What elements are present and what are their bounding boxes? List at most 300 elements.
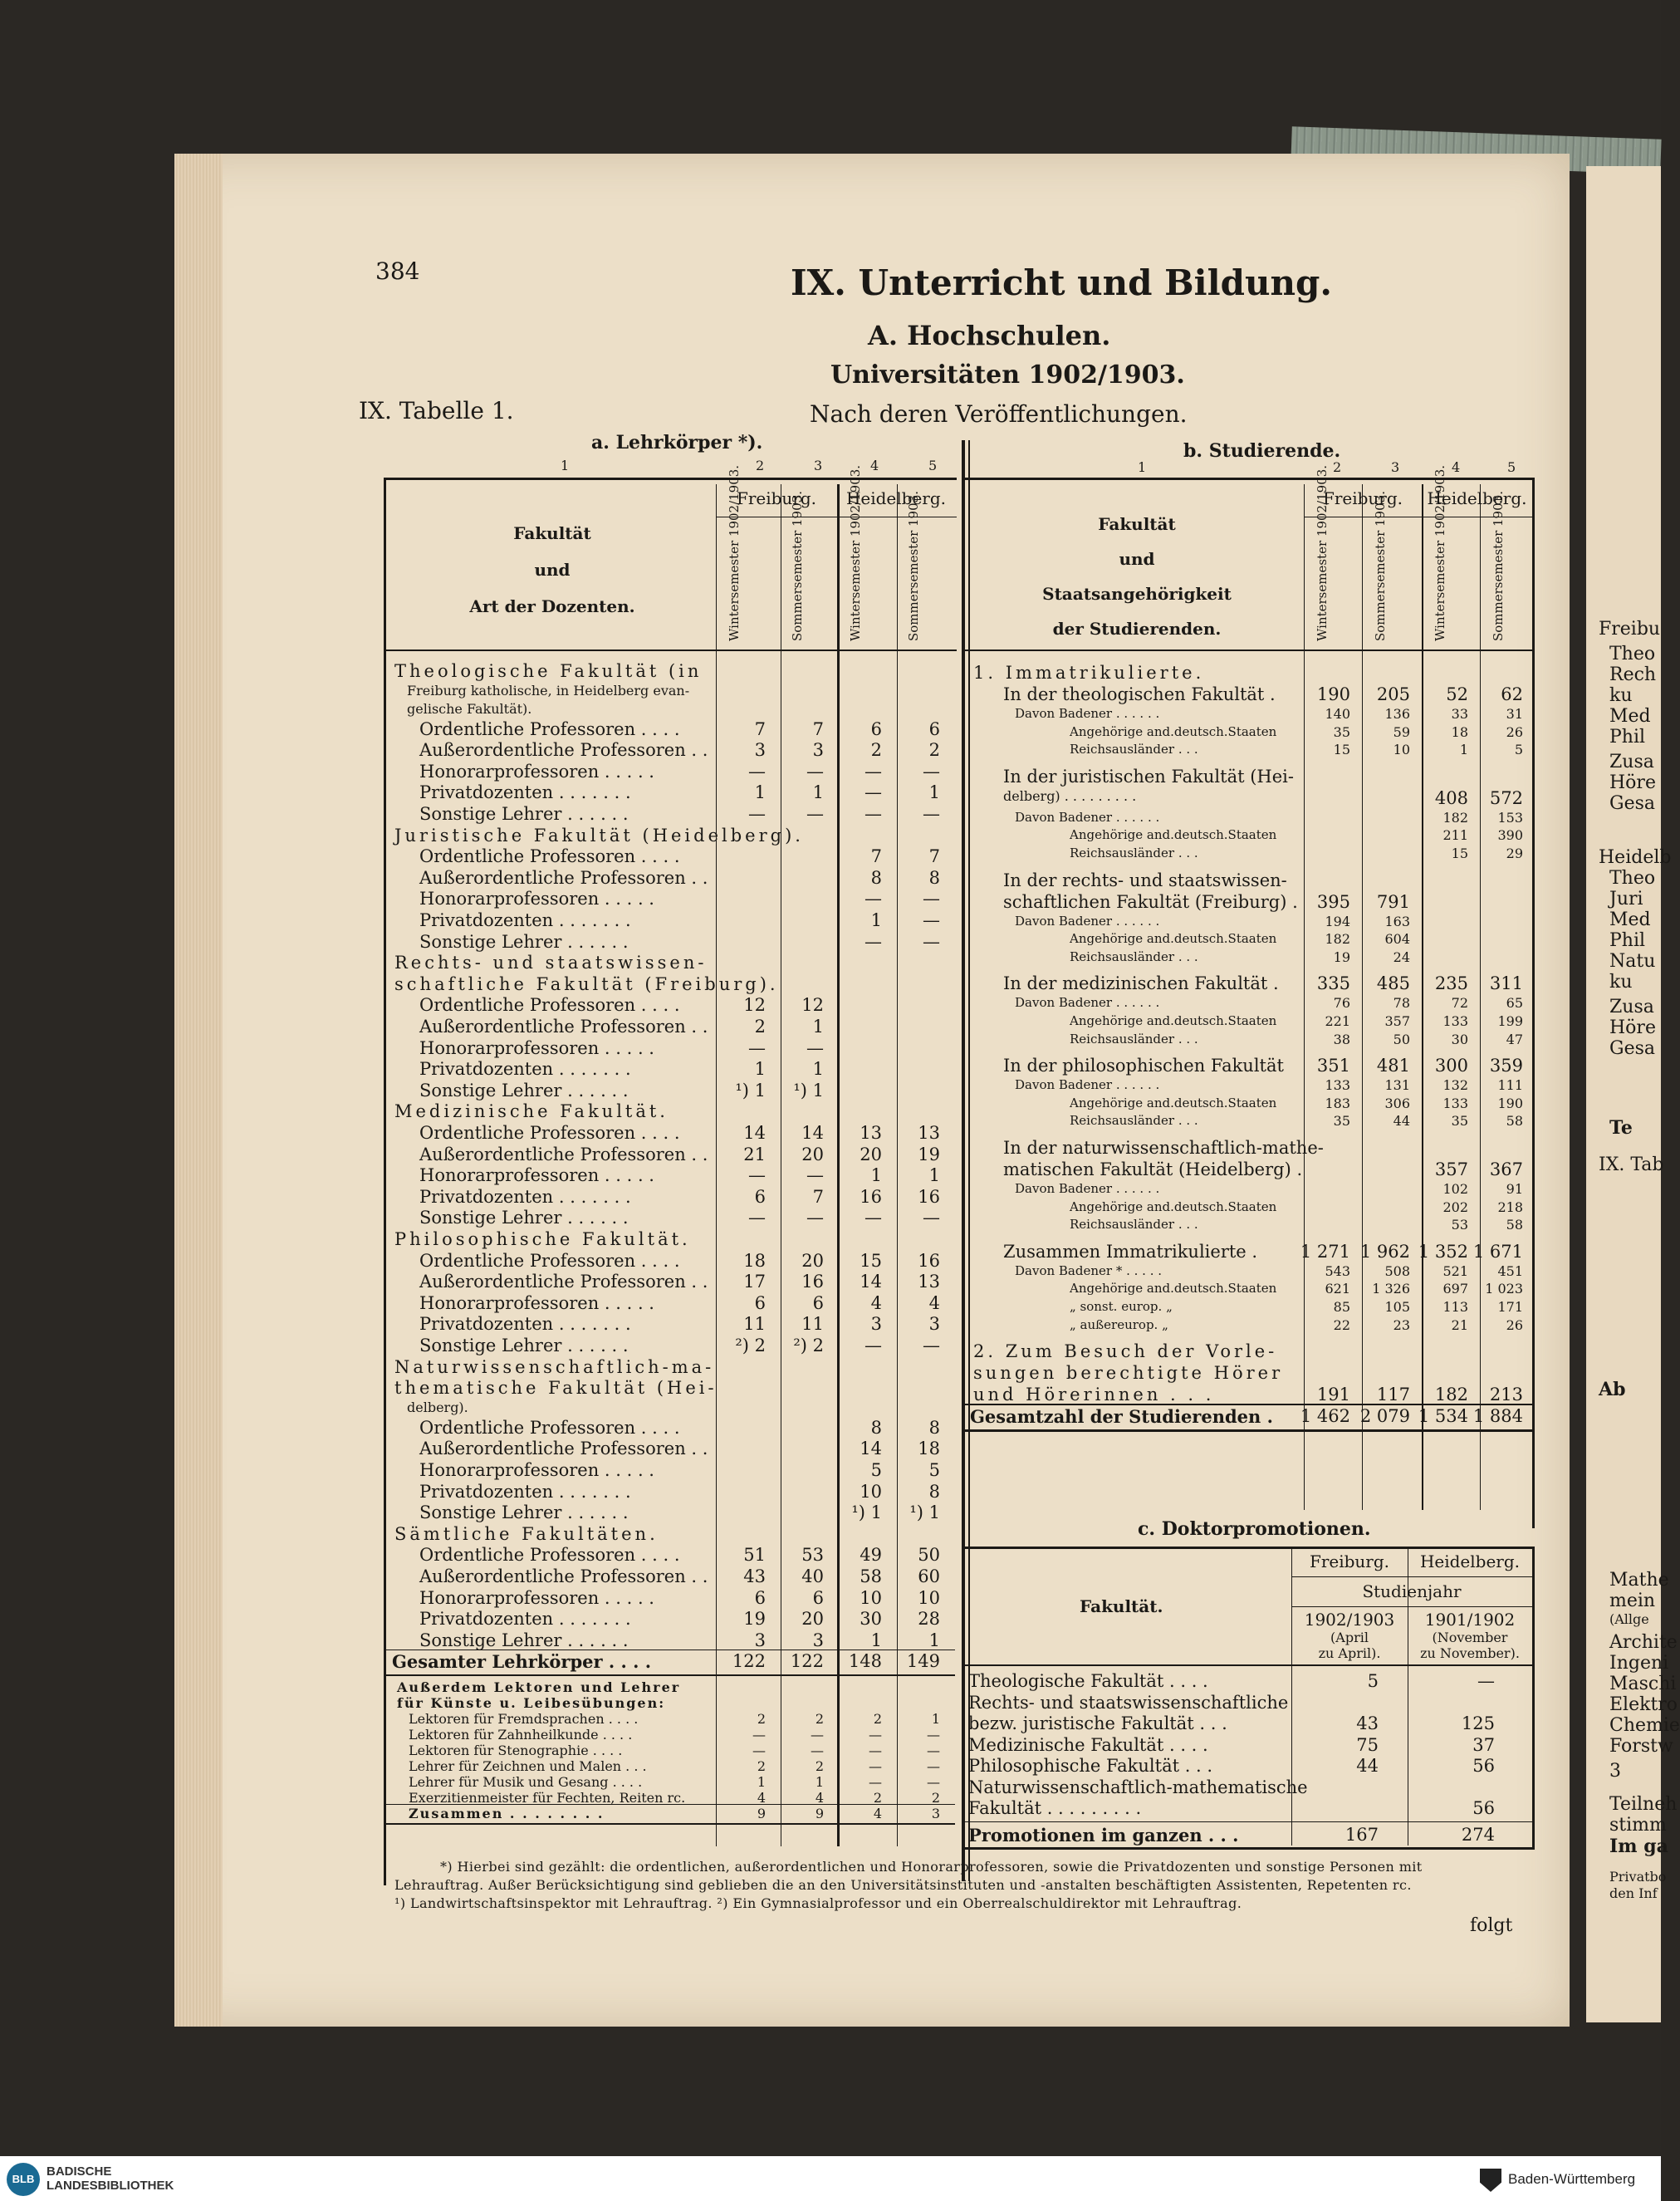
lehrkoerper-value: — (806, 761, 824, 782)
promo-value: 167 (1344, 1824, 1379, 1845)
lehrkoerper-row-label: Ordentliche Professoren . . . . (419, 1250, 680, 1271)
extra-row-label: Außerdem Lektoren und Lehrer (397, 1679, 681, 1695)
semester-label: Wintersemester 1902/1903. (1315, 464, 1330, 641)
rule (384, 478, 957, 480)
lehrkoerper-row-label: Ordentliche Professoren . . . . (419, 1417, 680, 1438)
lehrkoerper-value: 3 (754, 1630, 766, 1650)
studierende-value: 194 (1325, 913, 1350, 929)
studierende-value: 213 (1489, 1385, 1523, 1405)
next-page-fragment: Privatbo (1609, 1869, 1667, 1885)
extra-value: 2 (757, 1711, 766, 1727)
promo-row-label: Rechts- und staatswissenschaftliche (968, 1692, 1289, 1713)
lehrkoerper-value: 1 (870, 1165, 882, 1186)
promo-value: 43 (1356, 1713, 1379, 1733)
lehrkoerper-value: 8 (870, 867, 882, 888)
studierende-value: 367 (1489, 1159, 1523, 1179)
studierende-value: 163 (1384, 913, 1410, 929)
studierende-row-label: und Hörerinnen . . . (973, 1385, 1215, 1405)
lehrkoerper-value: 8 (928, 1481, 940, 1502)
next-page-fragment: Phil (1609, 930, 1646, 951)
lehrkoerper-row-label: Außerordentliche Professoren . . (419, 1144, 708, 1164)
studierende-value: 521 (1442, 1262, 1468, 1279)
column-number: 5 (1507, 459, 1516, 475)
next-page-fragment: Im ga (1609, 1836, 1668, 1857)
extra-value: 2 (873, 1790, 882, 1806)
studierende-value: 5 (1514, 742, 1523, 758)
studierende-value: 31 (1506, 706, 1523, 722)
extra-row-label: Lektoren für Fremdsprachen . . . . (409, 1711, 639, 1727)
lehrkoerper-value: 1 (928, 1165, 940, 1186)
left-title: a. Lehrkörper *). (591, 432, 763, 453)
lehrkoerper-value: — (806, 1165, 824, 1186)
next-page-fragment: Ab (1599, 1379, 1626, 1400)
lehrkoerper-value: 7 (812, 1186, 824, 1207)
next-page-fragment: Phil (1609, 727, 1646, 748)
studierende-row-label: Davon Badener * . . . . . (1015, 1262, 1163, 1278)
blb-text-line-2: LANDESBIBLIOTHEK (47, 2179, 174, 2193)
lehrkoerper-value: ¹) 1 (909, 1502, 940, 1523)
extra-row-label: Lektoren für Stenographie . . . . (409, 1743, 623, 1758)
studierende-row-label: matischen Fakultät (Heidelberg) . (1003, 1159, 1303, 1179)
lehrkoerper-value: 5 (870, 1460, 882, 1480)
lehrkoerper-row-label: Honorarprofessoren . . . . . (419, 1292, 654, 1313)
lehrkoerper-value: — (923, 931, 940, 952)
studierende-row-label: Davon Badener . . . . . . (1015, 995, 1160, 1011)
next-page-fragment: Med (1609, 909, 1651, 930)
lehrkoerper-value: 16 (860, 1186, 882, 1207)
studierende-value: 408 (1434, 787, 1468, 808)
lehrkoerper-value: 11 (801, 1314, 824, 1335)
column-number: 2 (756, 458, 765, 473)
semester-label: Sommersemester 1903. (790, 491, 805, 641)
extra-row-label: Lehrer für Musik und Gesang . . . . (409, 1774, 643, 1790)
studierende-value: 1 671 (1472, 1241, 1523, 1262)
studierende-value: 15 (1333, 742, 1350, 758)
period-2-note: zu November). (1420, 1645, 1520, 1661)
lehrkoerper-value: — (748, 804, 766, 824)
lehrkoerper-row-label: Privatdozenten . . . . . . . (419, 1314, 631, 1335)
rule (962, 1404, 1532, 1405)
rule (1532, 1547, 1535, 1847)
studierende-row-label: sungen berechtigte Hörer (973, 1363, 1284, 1384)
lehrkoerper-value: ¹) 1 (735, 1080, 766, 1100)
studierende-value: 26 (1506, 1316, 1523, 1333)
lehrkoerper-value: ¹) 1 (851, 1502, 882, 1523)
studierende-row-label: schaftlichen Fakultät (Freiburg) . (1003, 891, 1298, 912)
studierende-value: 113 (1442, 1299, 1468, 1315)
next-page-fragment: Archite (1609, 1632, 1678, 1653)
univ-heidelberg: Heidelberg. (845, 488, 947, 508)
lehrkoerper-value: 10 (860, 1481, 882, 1502)
lehrkoerper-row-label: Honorarprofessoren . . . . . (419, 1460, 654, 1480)
lehrkoerper-value: 14 (860, 1439, 882, 1459)
lehrkoerper-row-label: Ordentliche Professoren . . . . (419, 846, 680, 867)
studierende-row-label: Davon Badener . . . . . . (1015, 1077, 1160, 1093)
studierende-value: 133 (1442, 1095, 1468, 1111)
univ-freiburg: Freiburg. (1322, 488, 1403, 508)
semester-label: Wintersemester 1902/1903. (1433, 464, 1447, 641)
extra-row-label: Lehrer für Zeichnen und Malen . . . (409, 1758, 647, 1774)
extra-row-label: Zusammen . . . . . . . . (409, 1806, 605, 1821)
studierende-row-label: Davon Badener . . . . . . (1015, 1181, 1160, 1196)
studierende-value: 76 (1333, 995, 1350, 1012)
lehrkoerper-row-label: Außerordentliche Professoren . . (419, 1439, 708, 1459)
studierende-row-label: Angehörige and.deutsch.Staaten (1070, 931, 1277, 947)
lehrkoerper-row-label: schaftliche Fakultät (Freiburg). (394, 973, 779, 994)
lehrkoerper-value: 12 (801, 995, 824, 1016)
studierende-row-label: Davon Badener . . . . . . (1015, 913, 1160, 929)
lehrkoerper-row-label: Privatdozenten . . . . . . . (419, 1481, 631, 1502)
section-title: A. Hochschulen. (868, 320, 1111, 351)
univ-heidelberg: Heidelberg. (1419, 1551, 1521, 1571)
lehrkoerper-row-label: Privatdozenten . . . . . . . (419, 1609, 631, 1630)
lehrkoerper-value: 6 (754, 1587, 766, 1608)
studierende-value: 24 (1393, 949, 1410, 965)
studierende-row-label: Angehörige and.deutsch.Staaten (1070, 827, 1277, 843)
lehrkoerper-value: — (806, 1208, 824, 1228)
rule (384, 1823, 955, 1825)
lehrkoerper-value: 13 (918, 1123, 940, 1143)
next-page-fragment: Gesa (1609, 1038, 1655, 1059)
lehrkoerper-value: 1 (870, 1630, 882, 1650)
lehrkoerper-row-label: Philosophische Fakultät. (394, 1229, 691, 1249)
lehrkoerper-value: — (748, 761, 766, 782)
rule (962, 1664, 1532, 1666)
lehrkoerper-value: 1 (928, 782, 940, 803)
extra-value: — (752, 1727, 766, 1743)
lehrkoerper-value: 10 (860, 1587, 882, 1608)
rule (1291, 1606, 1532, 1607)
lehrkoerper-row-label: Sonstige Lehrer . . . . . . (419, 1630, 629, 1650)
studierende-value: 50 (1393, 1031, 1410, 1047)
promo-row-label: Medizinische Fakultät . . . . (968, 1734, 1208, 1755)
studierende-value: 35 (1333, 1113, 1350, 1130)
studierende-value: 300 (1434, 1056, 1468, 1076)
lehrkoerper-value: 4 (928, 1292, 940, 1313)
studierende-value: 572 (1489, 787, 1523, 808)
lehrkoerper-value: 6 (812, 1587, 824, 1608)
table-label: IX. Tabelle 1. (359, 397, 514, 424)
studierende-row-label: In der rechts- und staatswissen- (1003, 870, 1287, 890)
promo-value: 44 (1356, 1756, 1379, 1776)
lehrkoerper-row-label: Sonstige Lehrer . . . . . . (419, 1502, 629, 1523)
lehrkoerper-value: 13 (860, 1123, 882, 1143)
studierende-value: 791 (1376, 891, 1410, 912)
next-page-fragment: Forstw (1609, 1736, 1673, 1757)
lehrkoerper-value: 12 (743, 995, 766, 1016)
studierende-value: 1 962 (1359, 1241, 1410, 1262)
extra-value: 2 (815, 1758, 824, 1774)
studierende-value: 1 462 (1300, 1406, 1350, 1427)
extra-value: 2 (815, 1711, 824, 1727)
next-page-fragment: (Allge (1609, 1611, 1649, 1627)
lehrkoerper-value: 50 (918, 1545, 940, 1566)
blb-text-line-1: BADISCHE (47, 2164, 112, 2179)
studierende-value: 182 (1325, 931, 1350, 948)
lehrkoerper-value: 4 (870, 1292, 882, 1313)
lehrkoerper-row-label: Sonstige Lehrer . . . . . . (419, 1208, 629, 1228)
lehrkoerper-row-label: Sonstige Lehrer . . . . . . (419, 804, 629, 824)
studierende-value: 190 (1497, 1095, 1523, 1111)
next-page-fragment: Zusa (1609, 997, 1654, 1017)
studierende-value: 105 (1384, 1299, 1410, 1315)
lehrkoerper-value: 14 (860, 1272, 882, 1292)
studierende-value: 359 (1489, 1056, 1523, 1076)
lehrkoerper-value: 122 (732, 1651, 766, 1672)
lehrkoerper-value: 14 (801, 1123, 824, 1143)
lehrkoerper-row-label: Theologische Fakultät (in (394, 661, 703, 681)
lehrkoerper-value: 20 (801, 1250, 824, 1271)
studierende-value: 153 (1497, 809, 1523, 826)
lehrkoerper-value: — (864, 782, 882, 803)
univ-heidelberg: Heidelberg. (1427, 488, 1527, 508)
studierende-row-label: In der theologischen Fakultät . (1003, 684, 1276, 704)
promo-value: 274 (1461, 1824, 1495, 1845)
studierende-value: 85 (1333, 1299, 1350, 1315)
lehrkoerper-value: 7 (754, 718, 766, 739)
studierende-value: 58 (1506, 1217, 1523, 1233)
studierende-value: 235 (1434, 973, 1468, 994)
studierende-value: 35 (1333, 723, 1350, 740)
bw-text[interactable]: Baden-Württemberg (1508, 2171, 1636, 2187)
promo-row-label: Theologische Fakultät . . . . (968, 1671, 1208, 1691)
lehrkoerper-value: 1 (870, 910, 882, 930)
rule (962, 1429, 1532, 1432)
studierende-value: 335 (1316, 973, 1350, 994)
col1-head: Fakultät und Staatsangehörigkeit der Studierenden. (1042, 514, 1232, 639)
next-page-fragment: Höre (1609, 772, 1656, 793)
lehrkoerper-value: — (806, 804, 824, 824)
studierende-value: 485 (1376, 973, 1410, 994)
studierende-row-label: Reichsausländer . . . (1070, 742, 1198, 757)
blb-text (47, 2164, 174, 2193)
extra-value: — (869, 1758, 882, 1774)
lehrkoerper-value: 1 (754, 1059, 766, 1080)
column-number: 1 (561, 458, 570, 473)
lehrkoerper-row-label: Ordentliche Professoren . . . . (419, 718, 680, 739)
studierende-row-label: 1. Immatrikulierte. (973, 663, 1205, 683)
extra-value: 2 (757, 1758, 766, 1774)
next-page-fragment: mein (1609, 1591, 1656, 1611)
period-1-note: (April (1330, 1630, 1369, 1645)
lehrkoerper-row-label: Privatdozenten . . . . . . . (419, 1186, 631, 1207)
extra-value: — (927, 1727, 940, 1743)
rule (1532, 478, 1535, 1528)
studierende-row-label: In der medizinischen Fakultät . (1003, 973, 1279, 994)
studierende-row-label: Angehörige and.deutsch.Staaten (1070, 1095, 1277, 1110)
lehrkoerper-value: 16 (918, 1250, 940, 1271)
column-number: 4 (1452, 459, 1461, 475)
lehrkoerper-value: 20 (801, 1609, 824, 1630)
studierende-value: 1 534 (1418, 1406, 1468, 1427)
lehrkoerper-row-label: Privatdozenten . . . . . . . (419, 782, 631, 803)
rule (384, 1804, 955, 1805)
lehrkoerper-value: 3 (812, 740, 824, 761)
next-page-fragment: IX. Tab (1599, 1154, 1664, 1175)
lehrkoerper-value: — (923, 889, 940, 909)
lehrkoerper-value: 60 (918, 1566, 940, 1586)
extra-value: 1 (815, 1774, 824, 1790)
studierende-value: 59 (1393, 723, 1410, 740)
studierende-value: 117 (1376, 1385, 1410, 1405)
lehrkoerper-value: 6 (812, 1292, 824, 1313)
next-page-fragment: ku (1609, 972, 1633, 993)
lehrkoerper-value: 8 (928, 1417, 940, 1438)
lehrkoerper-value: 16 (918, 1186, 940, 1207)
extra-value: 9 (815, 1806, 824, 1821)
extra-value: — (927, 1758, 940, 1774)
studierende-value: 390 (1497, 827, 1523, 844)
column-number: 3 (1391, 459, 1400, 475)
lehrkoerper-value: 122 (790, 1651, 824, 1672)
lehrkoerper-value: 2 (928, 740, 940, 761)
next-page-fragment: ku (1609, 685, 1633, 706)
promo-row-label: Naturwissenschaftlich-mathematische (968, 1777, 1308, 1797)
studierende-value: 199 (1497, 1013, 1523, 1029)
lehrkoerper-value: 2 (870, 740, 882, 761)
lehrkoerper-value: 30 (860, 1609, 882, 1630)
studierende-value: 183 (1325, 1095, 1350, 1111)
next-page-fragment: Zusa (1609, 752, 1654, 772)
lehrkoerper-row-label: Außerordentliche Professoren . . (419, 867, 708, 888)
lehrkoerper-row-label: Freiburg katholische, in Heidelberg evan- (407, 682, 690, 699)
studierende-row-label: Angehörige and.deutsch.Staaten (1070, 1281, 1277, 1297)
promo-value: 75 (1356, 1734, 1379, 1755)
lehrkoerper-value: 43 (743, 1566, 766, 1586)
studierende-row-label: Gesamtzahl der Studierenden . (970, 1406, 1273, 1428)
column-number: 5 (928, 458, 938, 473)
studierende-row-label: Zusammen Immatrikulierte . (1003, 1241, 1258, 1262)
studierende-value: 205 (1376, 684, 1410, 704)
studierende-value: 221 (1325, 1013, 1350, 1029)
lehrkoerper-row-label: Honorarprofessoren . . . . . (419, 1037, 654, 1058)
lehrkoerper-value: — (864, 889, 882, 909)
lehrkoerper-value: — (864, 761, 882, 782)
lehrkoerper-value: 21 (743, 1144, 766, 1164)
lehrkoerper-value: 18 (743, 1250, 766, 1271)
extra-row-label: Lektoren für Zahnheilkunde . . . . (409, 1727, 633, 1743)
studierende-value: 72 (1451, 995, 1468, 1012)
lehrkoerper-row-label: Sämtliche Fakultäten. (394, 1523, 659, 1544)
period-1: 1902/1903 (1304, 1610, 1395, 1630)
lehrkoerper-row-label: Außerordentliche Professoren . . (419, 740, 708, 761)
lehrkoerper-row-label: Medizinische Fakultät. (394, 1101, 669, 1122)
promo-value: 56 (1472, 1798, 1495, 1818)
studierende-value: 357 (1384, 1013, 1410, 1029)
period-1-note: zu April). (1318, 1645, 1381, 1661)
lehrkoerper-value: 1 (928, 1630, 940, 1650)
sub-title: Universitäten 1902/1903. (830, 360, 1185, 390)
rule (962, 1821, 1532, 1822)
lehrkoerper-value: 11 (743, 1314, 766, 1335)
studierende-value: 133 (1325, 1077, 1350, 1094)
extra-value: 2 (931, 1790, 940, 1806)
lehrkoerper-value: — (923, 804, 940, 824)
studierende-value: 23 (1393, 1316, 1410, 1333)
lehrkoerper-value: — (923, 761, 940, 782)
studierende-value: 1 884 (1472, 1406, 1523, 1427)
studierende-value: 30 (1451, 1031, 1468, 1047)
studierende-row-label: Reichsausländer . . . (1070, 846, 1198, 860)
lehrkoerper-value: 5 (928, 1460, 940, 1480)
next-page-fragment: Maschi (1609, 1674, 1677, 1694)
lehrkoerper-value: 1 (812, 1059, 824, 1080)
studierende-value: 26 (1506, 723, 1523, 740)
lehrkoerper-value: 6 (754, 1292, 766, 1313)
lehrkoerper-row-label: Privatdozenten . . . . . . . (419, 1059, 631, 1080)
studierende-value: 52 (1446, 684, 1468, 704)
lehrkoerper-value: 6 (754, 1186, 766, 1207)
lehrkoerper-row-label: Juristische Fakultät (Heidelberg). (394, 825, 804, 846)
lehrkoerper-value: 7 (870, 846, 882, 867)
studierende-row-label: Angehörige and.deutsch.Staaten (1070, 1199, 1277, 1214)
studierende-value: 44 (1393, 1113, 1410, 1130)
page-stack-edge (174, 154, 223, 2027)
promo-value: 37 (1472, 1734, 1495, 1755)
studierende-row-label: Reichsausländer . . . (1070, 1217, 1198, 1233)
lehrkoerper-value: 28 (918, 1609, 940, 1630)
extra-value: 3 (931, 1806, 940, 1821)
studierende-row-label: Reichsausländer . . . (1070, 1113, 1198, 1129)
lehrkoerper-value: 3 (870, 1314, 882, 1335)
extra-value: 4 (873, 1806, 882, 1821)
extra-value: 4 (815, 1790, 824, 1806)
lehrkoerper-value: 7 (812, 718, 824, 739)
period-2: 1901/1902 (1424, 1610, 1516, 1630)
promo-value: 5 (1367, 1671, 1379, 1691)
studierende-value: 190 (1316, 684, 1350, 704)
blb-logo[interactable]: BLB (7, 2163, 40, 2196)
right-title: b. Studierende. (1183, 440, 1341, 462)
lehrkoerper-value: 19 (918, 1144, 940, 1164)
lehrkoerper-value: — (748, 1208, 766, 1228)
studierende-value: 182 (1442, 809, 1468, 826)
studierende-value: 697 (1442, 1281, 1468, 1297)
lehrkoerper-value: — (923, 910, 940, 930)
studierende-value: 78 (1393, 995, 1410, 1012)
period-2-note: (November (1432, 1630, 1508, 1645)
studierende-value: 191 (1316, 1385, 1350, 1405)
lehrkoerper-value: 10 (918, 1587, 940, 1608)
column-number: 4 (870, 458, 879, 473)
next-page-fragment: Theo (1609, 644, 1656, 664)
studierende-value: 351 (1316, 1056, 1350, 1076)
studierende-value: 621 (1325, 1281, 1350, 1297)
studierende-value: 182 (1434, 1385, 1468, 1405)
studierende-value: 21 (1451, 1316, 1468, 1333)
studierende-value: 451 (1497, 1262, 1523, 1279)
semester-label: Wintersemester 1902/1903. (848, 464, 863, 641)
next-page-fragment: 3 (1609, 1761, 1621, 1782)
studierende-row-label: Reichsausländer . . . (1070, 949, 1198, 964)
extra-value: — (869, 1774, 882, 1790)
studierende-value: 1 023 (1485, 1281, 1523, 1297)
studierende-value: 481 (1376, 1056, 1410, 1076)
lehrkoerper-value: — (923, 1208, 940, 1228)
lehrkoerper-value: 51 (743, 1545, 766, 1566)
lehrkoerper-value: 3 (812, 1630, 824, 1650)
studierende-value: 18 (1451, 723, 1468, 740)
lehrkoerper-value: 149 (906, 1651, 940, 1672)
rule (384, 650, 957, 651)
footnote-line: ¹) Landwirtschaftsinspektor mit Lehrauftrag. ²) Ein Gymnasialprofessor und ein Oberrealschuldirektor mit Lehrauftrag. (394, 1895, 1242, 1911)
next-page-fragment: Höre (1609, 1017, 1656, 1038)
period-label: Studienjahr (1362, 1581, 1462, 1601)
studierende-row-label: Davon Badener . . . . . . (1015, 809, 1160, 825)
lehrkoerper-row-label: thematische Fakultät (Hei- (394, 1378, 718, 1399)
studierende-value: 102 (1442, 1181, 1468, 1197)
studierende-value: 53 (1451, 1217, 1468, 1233)
